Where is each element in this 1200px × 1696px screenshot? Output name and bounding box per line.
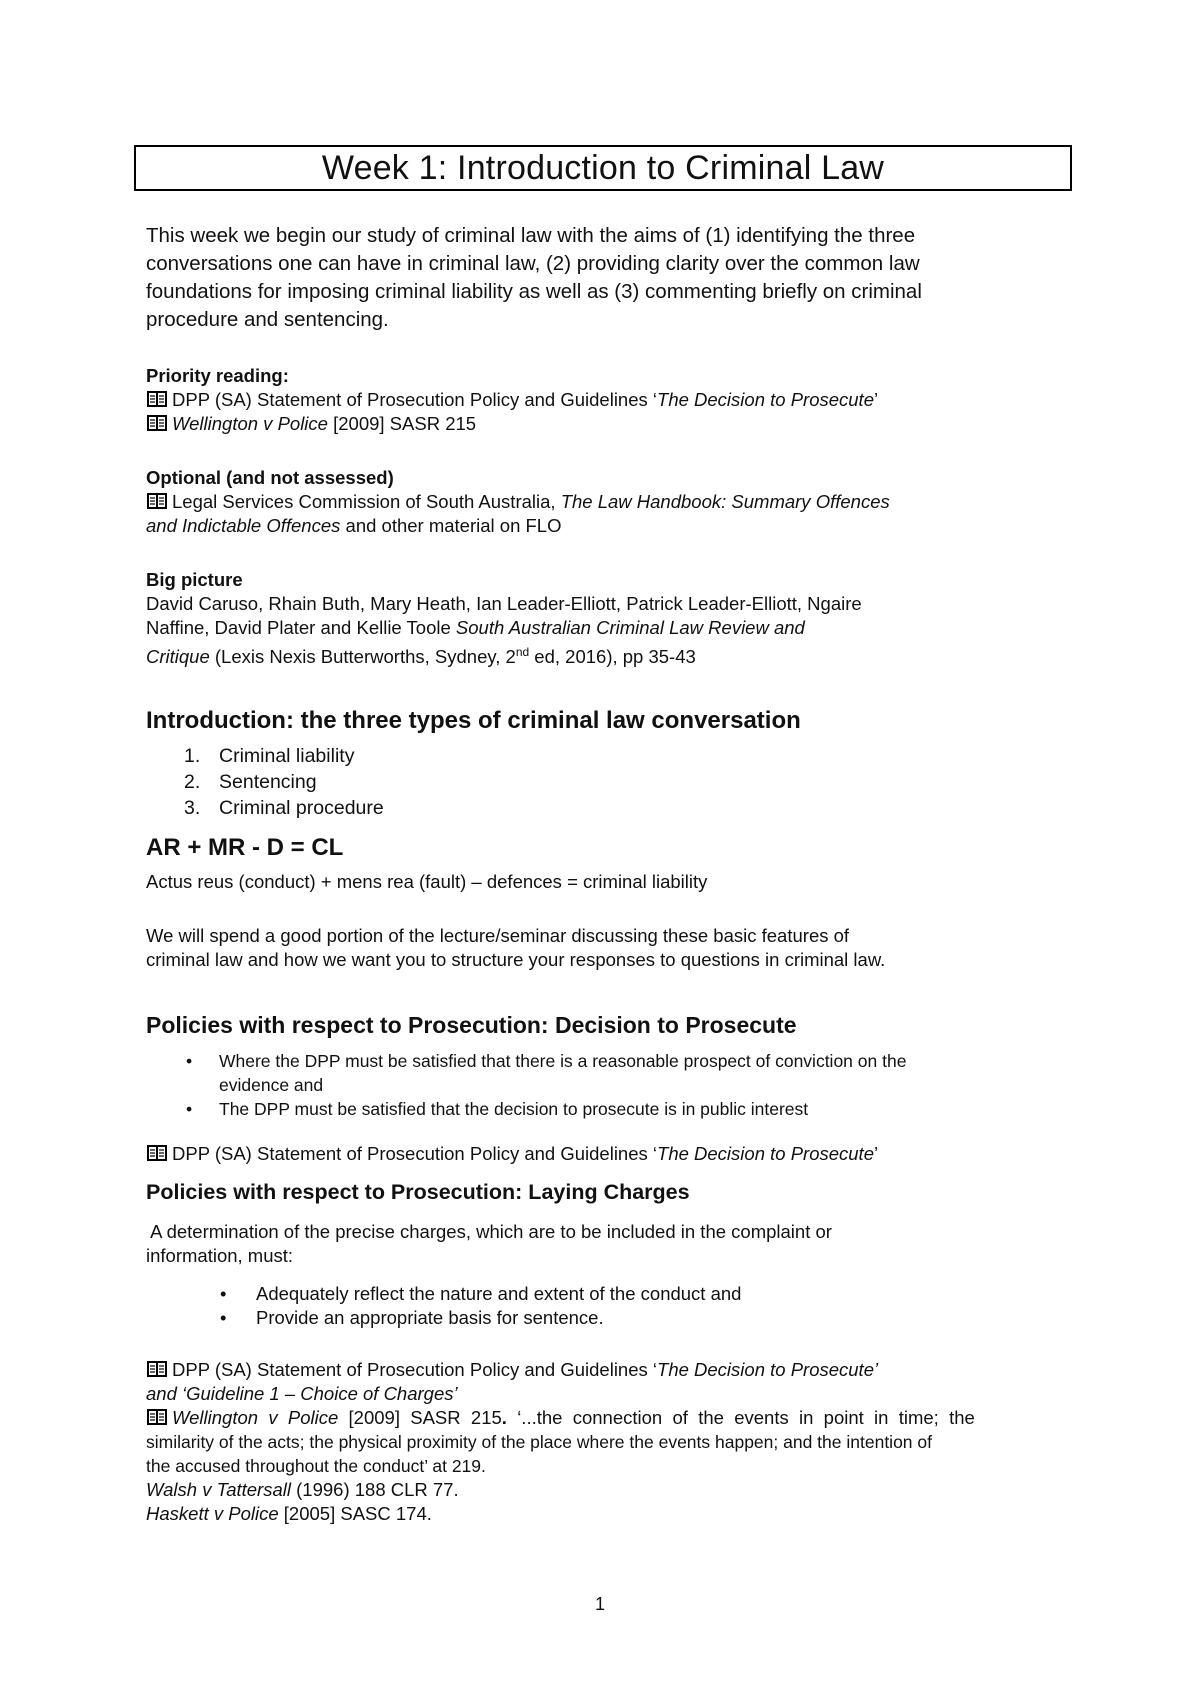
list-item [146,1282,1066,1306]
intro-paragraph [146,222,1066,334]
list-item [146,1306,1066,1330]
optional-reading-item-cont: and Indictable Offences and other material on FLO [146,515,562,536]
book-icon [146,492,168,510]
book-icon [146,1360,168,1378]
priority-reading-item: Wellington v Police [2009] SASR 215 [146,412,1066,436]
list-text: Provide an appropriate basis for sentence. [256,1307,604,1328]
bullet-icon: • [220,1307,227,1328]
list-text: Criminal procedure [219,797,384,819]
formula-heading: AR + MR - D = CL [146,834,344,861]
list-item: • The DPP must be satisfied that the decision to prosecute is in public interest [186,1099,809,1119]
decision-heading: Policies with respect to Prosecution: Decision to Prosecute [146,1012,797,1038]
big-picture-line: David Caruso, Rhain Buth, Mary Heath, Ian Leader-Elliott, Patrick Leader-Elliott, Ngaire [146,593,862,614]
book-icon [146,1408,168,1426]
list-number: 2. [184,771,201,793]
book-icon [146,1144,168,1162]
intro-line: This week we begin our study of criminal law with the aims of (1) identifying the three [146,224,916,247]
charges-heading: Policies with respect to Prosecution: Laying Charges [146,1180,690,1204]
list-item [146,743,1066,769]
book-icon [146,390,168,408]
formula-text: Actus reus (conduct) + mens rea (fault) – defences = criminal liability [146,871,708,892]
optional-reading-section [146,466,1066,538]
list-text: Sentencing [219,771,317,793]
priority-reading-section [146,364,1066,436]
intro-line: conversations one can have in criminal law, (2) providing clarity over the common law [146,252,920,275]
list-text: Criminal liability [219,745,355,767]
decision-bullets [146,1049,1066,1121]
list-number: 1. [184,745,201,767]
charges-bullets [146,1282,1066,1330]
charges-paragraph: A determination of the precise charges, which are to be included in the complaint or information, must: [146,1221,832,1266]
introduction-list [146,743,1066,821]
big-picture-line: Naffine, David Plater and Kellie Toole South Australian Criminal Law Review and [146,617,805,638]
formula-paragraph: We will spend a good portion of the lecture/seminar discussing these basic features of criminal law and how we want you to structure your responses to questions in criminal law. [146,925,886,970]
big-picture-section [146,568,1066,669]
intro-line: procedure and sentencing. [146,308,389,331]
list-text: Adequately reflect the nature and extent of the conduct and [256,1283,742,1304]
book-icon [146,414,168,432]
big-picture-heading: Big picture [146,569,243,590]
introduction-heading: Introduction: the three types of criminal law conversation [146,707,801,734]
optional-reading-heading: Optional (and not assessed) [146,467,394,488]
list-item: • Where the DPP must be satisfied that there is a reasonable prospect of conviction on the evidence and [186,1051,907,1095]
list-item [146,795,1066,821]
decision-reference: DPP (SA) Statement of Prosecution Policy and Guidelines ‘The Decision to Prosecute’ [146,1142,1066,1166]
priority-reading-item: DPP (SA) Statement of Prosecution Policy and Guidelines ‘The Decision to Prosecute’ [146,388,1066,412]
big-picture-line: Critique (Lexis Nexis Butterworths, Sydney, 2nd ed, 2016), pp 35-43 [146,645,696,668]
optional-reading-item: Legal Services Commission of South Australia, The Law Handbook: Summary Offences [146,490,1066,514]
priority-reading-heading: Priority reading: [146,365,289,386]
list-item [146,769,1066,795]
list-number: 3. [184,797,201,819]
intro-line: foundations for imposing criminal liability as well as (3) commenting briefly on criminal [146,280,922,303]
bullet-icon: • [220,1283,227,1304]
page-title: Week 1: Introduction to Criminal Law [134,145,1072,191]
charges-references: DPP (SA) Statement of Prosecution Policy and Guidelines ‘The Decision to Prosecute’ and ‘Guideline 1 – Choice of Charges’ Wellington v Police [2009] SASR 215. ‘...the connection of the events in point in time; the similarity of the acts; the physical proximity of the place where the events happen; and the intention of the accused throughout the conduct’ at 219. Walsh v Tattersall (1996) 188 CLR 77. Haskett v Police [2005] SASC 174. [146,1359,975,1524]
page-number: 1 [594,1594,605,1614]
